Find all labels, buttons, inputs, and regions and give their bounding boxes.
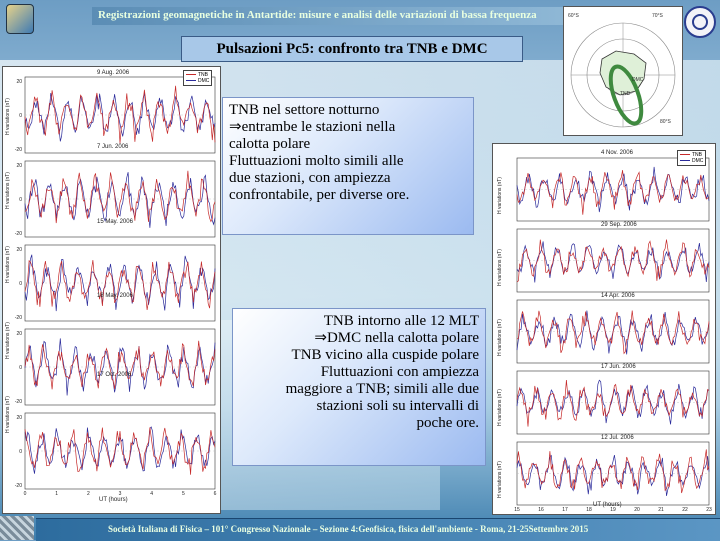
y-tick-label: 0	[19, 197, 22, 203]
right-ylabel-4: H variations (nT)	[497, 389, 503, 426]
right-ylabel-1: H variations (nT)	[497, 177, 503, 214]
right-legend	[677, 150, 706, 166]
right-chart	[492, 143, 716, 515]
map-label-80s: 80°S	[660, 119, 671, 125]
trace-tnb	[517, 449, 709, 493]
text-box-nightside-line: ⇒entrambe le stazioni nella	[229, 119, 396, 135]
left-ylabel-5: H variations (nT)	[5, 396, 11, 433]
trace-tnb	[517, 380, 709, 427]
text-box-nightside-line: confrontabile, per diverse ore.	[229, 187, 410, 203]
y-tick-label: 0	[19, 449, 22, 455]
y-tick-label: -20	[14, 147, 22, 153]
x-tick-label: 18	[586, 507, 592, 513]
y-tick-label: 20	[16, 163, 22, 169]
text-box-nightside-line: calotta polare	[229, 136, 311, 152]
legend-item-dmc: DMC	[680, 158, 703, 164]
text-box-noon-line: ⇒DMC nella calotta polare	[314, 330, 479, 346]
banner-text: Registrazioni geomagnetiche in Antartide: misure e analisi delle variazioni di bassa frequenza	[98, 9, 537, 21]
x-tick-label: 21	[658, 507, 664, 513]
text-box-noon-line: maggiore a TNB; simili alle due	[285, 381, 479, 397]
left-chart-svg	[3, 67, 220, 513]
x-tick-label: 22	[682, 507, 688, 513]
footer-bar	[36, 518, 720, 541]
legend-item-tnb: TNB	[186, 72, 209, 78]
x-tick-label: 19	[610, 507, 616, 513]
left-panel-date-5: 17 Oct. 2006	[97, 372, 132, 378]
y-tick-label: 20	[16, 331, 22, 337]
x-tick-label: 15	[514, 507, 520, 513]
x-tick-label: 16	[538, 507, 544, 513]
x-tick-label: 2	[86, 491, 90, 497]
left-panel-date-2: 7 Jun. 2006	[97, 144, 129, 150]
trace-dmc	[517, 241, 709, 282]
y-tick-label: 0	[19, 365, 22, 371]
trace-tnb	[517, 311, 709, 354]
trace-tnb	[517, 170, 709, 215]
left-chart	[2, 66, 221, 514]
right-xlabel: UT (hours)	[593, 502, 622, 508]
y-tick-label: -20	[14, 315, 22, 321]
trace-dmc	[517, 455, 709, 496]
x-tick-label: 1	[55, 491, 59, 497]
y-tick-label: 20	[16, 415, 22, 421]
left-ylabel-2: H variations (nT)	[5, 172, 11, 209]
legend-item-tnb: TNB	[680, 152, 703, 158]
x-tick-label: 23	[706, 507, 712, 513]
x-tick-label: 5	[181, 491, 185, 497]
slide-title: Pulsazioni Pc5: confronto tra TNB e DMC	[181, 36, 523, 62]
left-legend	[183, 70, 212, 86]
x-tick-label: 0	[23, 491, 27, 497]
text-box-nightside	[222, 97, 474, 235]
right-panel-date-2: 29 Sep. 2006	[601, 222, 637, 228]
right-ylabel-5: H variations (nT)	[497, 461, 503, 498]
x-tick-label: 6	[213, 491, 217, 497]
map-label-70s: 70°S	[652, 13, 663, 19]
right-ylabel-3: H variations (nT)	[497, 319, 503, 356]
text-box-noon	[232, 308, 486, 466]
y-tick-label: -20	[14, 483, 22, 489]
map-label-60s: 60°S	[568, 13, 579, 19]
y-tick-label: -20	[14, 399, 22, 405]
legend-item-dmc: DMC	[186, 78, 209, 84]
trace-tnb	[25, 260, 215, 310]
x-tick-label: 20	[634, 507, 640, 513]
y-tick-label: 20	[16, 79, 22, 85]
right-ylabel-2: H variations (nT)	[497, 249, 503, 286]
right-chart-svg	[493, 144, 715, 514]
banner	[92, 7, 570, 25]
left-ylabel-3: H variations (nT)	[5, 246, 11, 283]
y-tick-label: 20	[16, 247, 22, 253]
right-panel-date-4: 17 Jun. 2006	[601, 364, 636, 370]
left-ylabel-4: H variations (nT)	[5, 322, 11, 359]
y-tick-label: 0	[19, 113, 22, 119]
y-tick-label: 0	[19, 281, 22, 287]
text-box-nightside-line: due stazioni, con ampiezza	[229, 170, 391, 186]
right-panel-date-1: 4 Nov. 2006	[601, 150, 633, 156]
corner-image	[0, 516, 34, 540]
left-xlabel: UT (hours)	[99, 497, 128, 503]
x-tick-label: 3	[118, 491, 122, 497]
map-label-tnb: TNB	[620, 91, 630, 97]
institute-logo	[6, 4, 34, 34]
map-label-dmc: DMC	[632, 77, 644, 83]
text-box-nightside-line: TNB nel settore notturno	[229, 102, 380, 118]
text-box-noon-line: TNB intorno alle 12 MLT	[323, 313, 479, 329]
text-box-nightside-line: Fluttuazioni molto simili alle	[229, 153, 404, 169]
polar-map	[563, 6, 683, 136]
footer-text: Società Italiana di Fisica – 101° Congresso Nazionale – Sezione 4:Geofisica, fisica dell'ambiente - Roma, 21-25Settembre 2015	[108, 524, 589, 534]
text-box-noon-line: TNB vicino alla cuspide polare	[291, 347, 479, 363]
right-panel-date-5: 12 Jul. 2006	[601, 435, 634, 441]
text-box-noon-line: stazioni soli su intervalli di	[316, 398, 479, 414]
left-ylabel-1: H variations (nT)	[5, 98, 11, 135]
right-panel-date-3: 14 Apr. 2006	[601, 293, 635, 299]
polar-map-svg	[564, 7, 682, 135]
left-panel-date-1: 9 Aug. 2006	[97, 70, 130, 76]
text-box-noon-line: poche ore.	[416, 415, 479, 431]
x-tick-label: 4	[150, 491, 154, 497]
left-panel-date-4: 18 May. 2006	[97, 293, 133, 299]
x-tick-label: 17	[562, 507, 568, 513]
trace-tnb	[25, 86, 215, 143]
university-seal	[684, 6, 716, 38]
left-panel-date-3: 15 May. 2006	[97, 219, 133, 225]
y-tick-label: -20	[14, 231, 22, 237]
text-box-noon-line: Fluttuazioni con ampiezza	[320, 364, 479, 380]
